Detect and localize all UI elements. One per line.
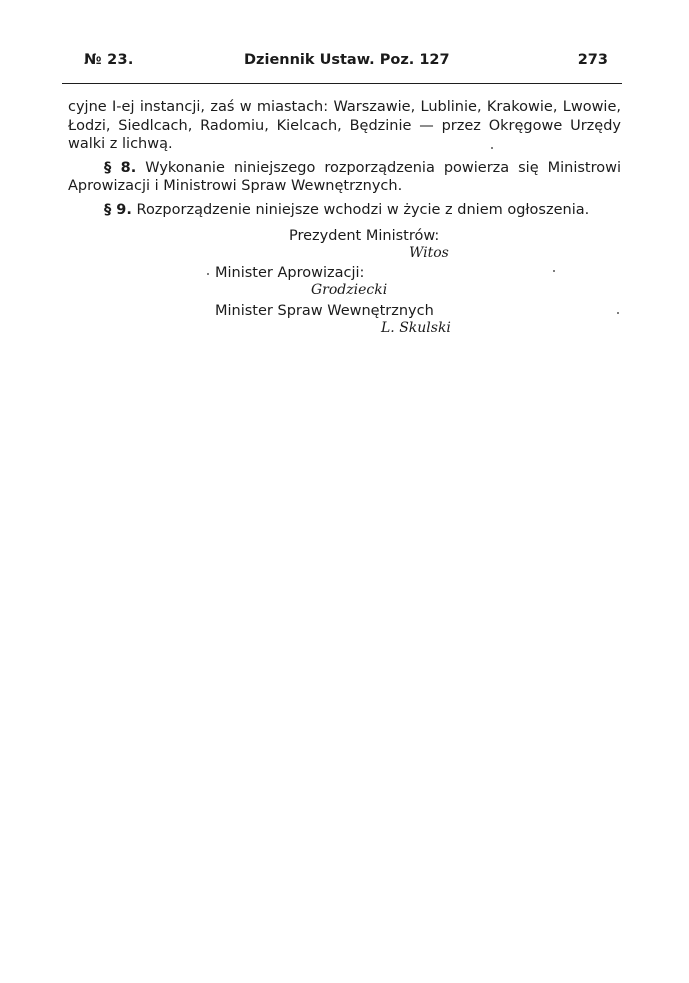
section-number: § 9. [104,201,132,218]
paragraph-text: Wykonanie niniejszego rozporządzenia powierza się Ministrowi Aprowizacji i Ministrowi Spraw Wewnętrznych. [68,159,621,194]
print-speck [207,273,209,275]
paragraph-section-8 [68,159,621,196]
paragraph-section-9 [68,201,621,220]
page-header [62,52,622,74]
print-speck [617,312,619,314]
signatory-name: Grodziecki [311,282,388,298]
header-rule [62,83,622,84]
signatory-name: Witos [409,245,449,261]
paragraph-text: cyjne I-ej instancji, zaś w miastach: Warszawie, Lublinie, Krakowie, Lwowie, Łodzi, Siedlcach, Radomiu, Kielcach, Będzinie — przez Okręgowe Urzędy walki z lichwą. [68,99,621,152]
journal-title: Dziennik Ustaw. Poz. 127 [244,52,450,68]
signatory-title: Minister Aprowizacji: [215,265,365,281]
print-speck [553,270,555,272]
issue-number: № 23. [84,52,134,68]
paragraph-text: Rozporządzenie niniejsze wchodzi w życie z dniem ogłoszenia. [136,201,590,218]
page-number: 273 [577,52,608,68]
paragraph-continuation [68,98,621,154]
signatory-name: L. Skulski [381,320,451,336]
signatory-title: Minister Spraw Wewnętrznych [215,303,434,319]
document-body [68,98,621,224]
signatory-title: Prezydent Ministrów: [289,228,440,244]
section-number: § 8. [104,159,137,176]
print-speck [491,147,493,149]
